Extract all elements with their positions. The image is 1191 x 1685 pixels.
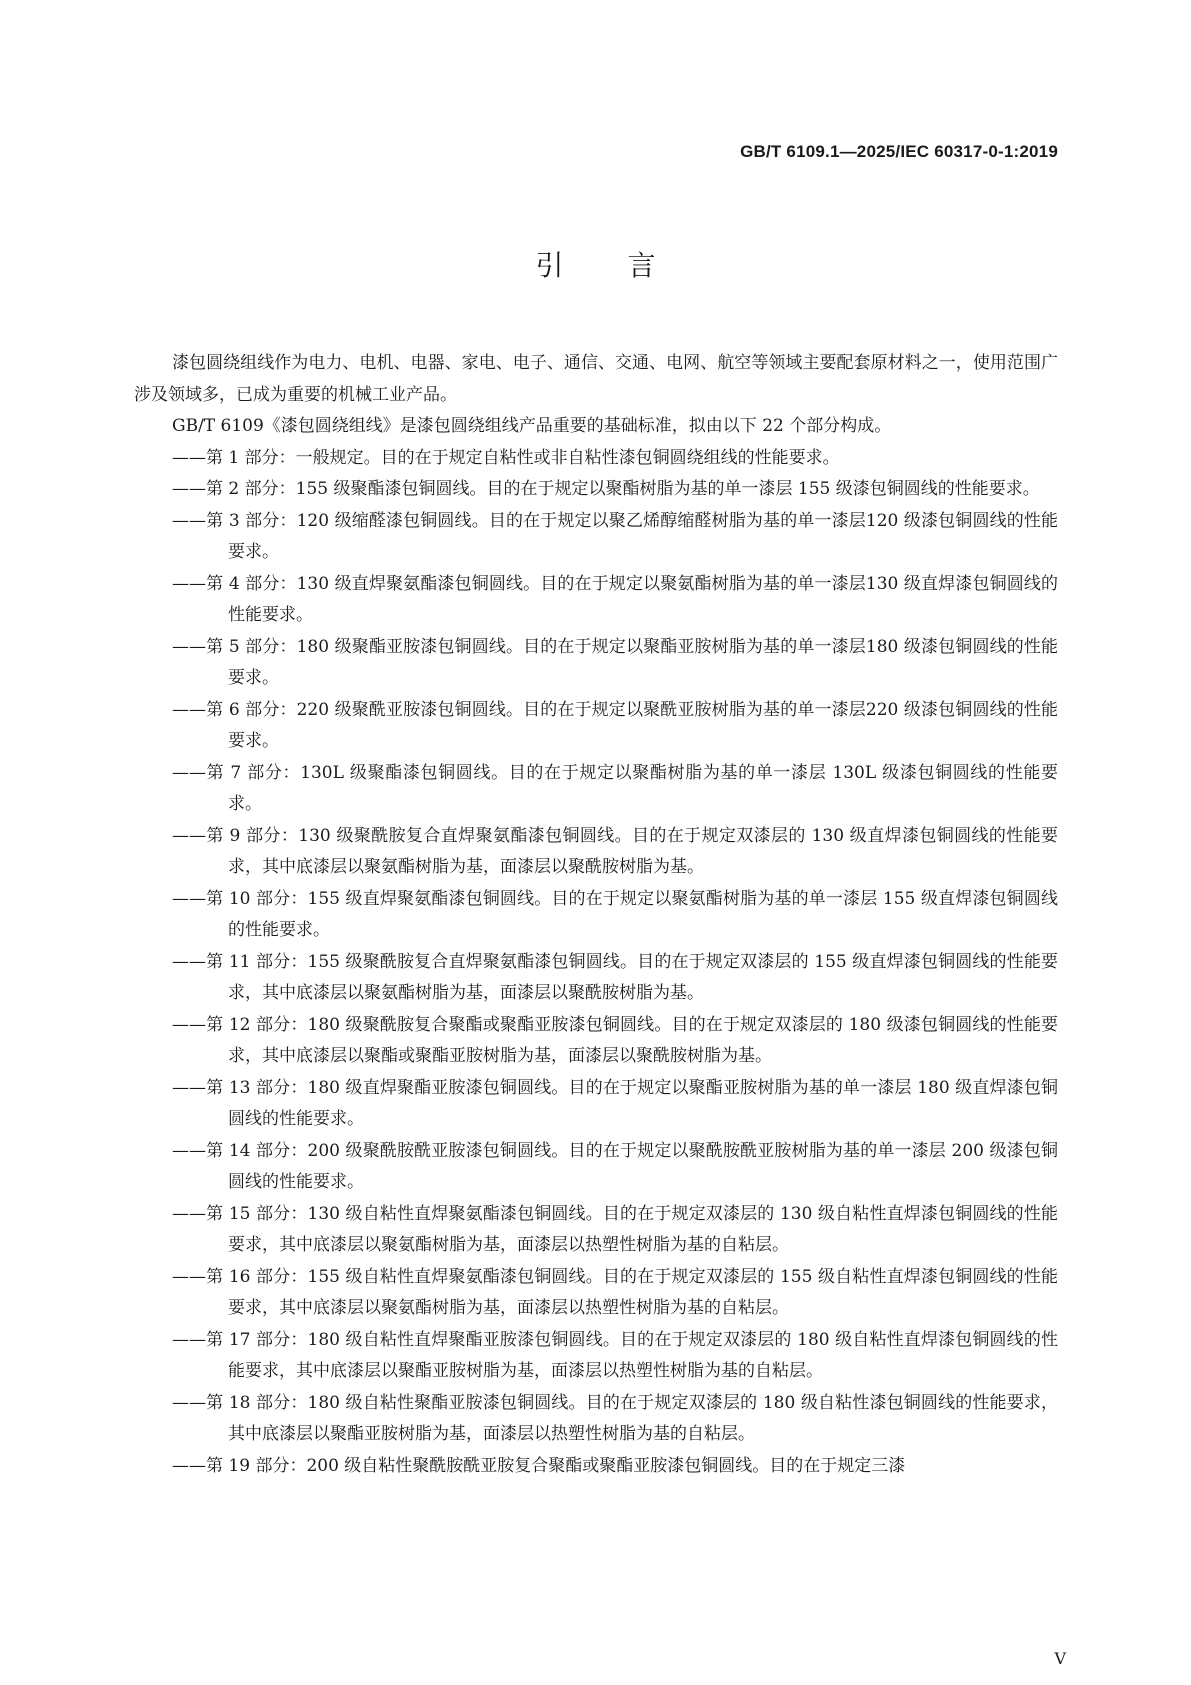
part-list-item: ——第 1 部分：一般规定。目的在于规定自粘性或非自粘性漆包铜圆绕组线的性能要求。	[172, 447, 840, 468]
intro-paragraph: GB/T 6109《漆包圆绕组线》是漆包圆绕组线产品重要的基础标准，拟由以下 22 个部分构成。	[172, 416, 892, 436]
part-list-item: ——第 12 部分：180 级聚酰胺复合聚酯或聚酯亚胺漆包铜圆线。目的在于规定双漆层的 180 级漆包铜圆线的性能要求，其中底漆层以聚酯或聚酯亚胺树脂为基，面漆层以聚酰胺树脂为基。	[172, 1014, 1058, 1066]
intro-paragraph: 漆包圆绕组线作为电力、电机、电器、家电、电子、通信、交通、电网、航空等领域主要配套原材料之一，使用范围广涉及领域多，已成为重要的机械工业产品。	[134, 353, 1058, 405]
part-list-item: ——第 5 部分：180 级聚酯亚胺漆包铜圆线。目的在于规定以聚酯亚胺树脂为基的单一漆层180 级漆包铜圆线的性能要求。	[172, 636, 1058, 688]
part-list-item: ——第 4 部分：130 级直焊聚氨酯漆包铜圆线。目的在于规定以聚氨酯树脂为基的单一漆层130 级直焊漆包铜圆线的性能要求。	[172, 573, 1058, 625]
part-list-item: ——第 16 部分：155 级自粘性直焊聚氨酯漆包铜圆线。目的在于规定双漆层的 155 级自粘性直焊漆包铜圆线的性能要求，其中底漆层以聚氨酯树脂为基，面漆层以热塑性树脂为基的自粘层。	[172, 1266, 1058, 1318]
page-number: V	[1054, 1649, 1066, 1668]
part-list-item: ——第 13 部分：180 级直焊聚酯亚胺漆包铜圆线。目的在于规定以聚酯亚胺树脂为基的单一漆层 180 级直焊漆包铜圆线的性能要求。	[172, 1077, 1058, 1129]
part-list-item: ——第 17 部分：180 级自粘性直焊聚酯亚胺漆包铜圆线。目的在于规定双漆层的 180 级自粘性直焊漆包铜圆线的性能要求，其中底漆层以聚酯亚胺树脂为基，面漆层以热塑性树脂为基的自粘层。	[172, 1329, 1058, 1381]
part-list-item: ——第 14 部分：200 级聚酰胺酰亚胺漆包铜圆线。目的在于规定以聚酰胺酰亚胺树脂为基的单一漆层 200 级漆包铜圆线的性能要求。	[172, 1140, 1058, 1192]
part-list-item: ——第 10 部分：155 级直焊聚氨酯漆包铜圆线。目的在于规定以聚氨酯树脂为基的单一漆层 155 级直焊漆包铜圆线的性能要求。	[172, 888, 1058, 940]
part-list-item: ——第 6 部分：220 级聚酰亚胺漆包铜圆线。目的在于规定以聚酰亚胺树脂为基的单一漆层220 级漆包铜圆线的性能要求。	[172, 699, 1058, 751]
part-list-item: ——第 11 部分：155 级聚酰胺复合直焊聚氨酯漆包铜圆线。目的在于规定双漆层的 155 级直焊漆包铜圆线的性能要求，其中底漆层以聚氨酯树脂为基，面漆层以聚酰胺树脂为基。	[172, 951, 1058, 1003]
page-title: 引言	[535, 249, 720, 282]
part-list-item: ——第 9 部分：130 级聚酰胺复合直焊聚氨酯漆包铜圆线。目的在于规定双漆层的 130 级直焊漆包铜圆线的性能要求，其中底漆层以聚氨酯树脂为基，面漆层以聚酰胺树脂为基。	[172, 825, 1058, 877]
part-list-item: ——第 2 部分：155 级聚酯漆包铜圆线。目的在于规定以聚酯树脂为基的单一漆层 155 级漆包铜圆线的性能要求。	[172, 479, 1040, 499]
part-list-item: ——第 19 部分：200 级自粘性聚酰胺酰亚胺复合聚酯或聚酯亚胺漆包铜圆线。目的在于规定三漆	[172, 1455, 906, 1476]
standard-id-header: GB/T 6109.1—2025/IEC 60317-0-1:2019	[740, 142, 1058, 161]
part-list-item: ——第 18 部分：180 级自粘性聚酯亚胺漆包铜圆线。目的在于规定双漆层的 180 级自粘性漆包铜圆线的性能要求，其中底漆层以聚酯亚胺树脂为基，面漆层以热塑性树脂为基的自粘层。	[172, 1392, 1058, 1444]
part-list-item: ——第 3 部分：120 级缩醛漆包铜圆线。目的在于规定以聚乙烯醇缩醛树脂为基的单一漆层120 级漆包铜圆线的性能要求。	[172, 510, 1058, 562]
part-list-item: ——第 7 部分：130L 级聚酯漆包铜圆线。目的在于规定以聚酯树脂为基的单一漆层 130L 级漆包铜圆线的性能要求。	[172, 762, 1058, 814]
document-body	[134, 348, 1058, 1482]
part-list-item: ——第 15 部分：130 级自粘性直焊聚氨酯漆包铜圆线。目的在于规定双漆层的 130 级自粘性直焊漆包铜圆线的性能要求，其中底漆层以聚氨酯树脂为基，面漆层以热塑性树脂为基的自粘层。	[172, 1203, 1058, 1255]
